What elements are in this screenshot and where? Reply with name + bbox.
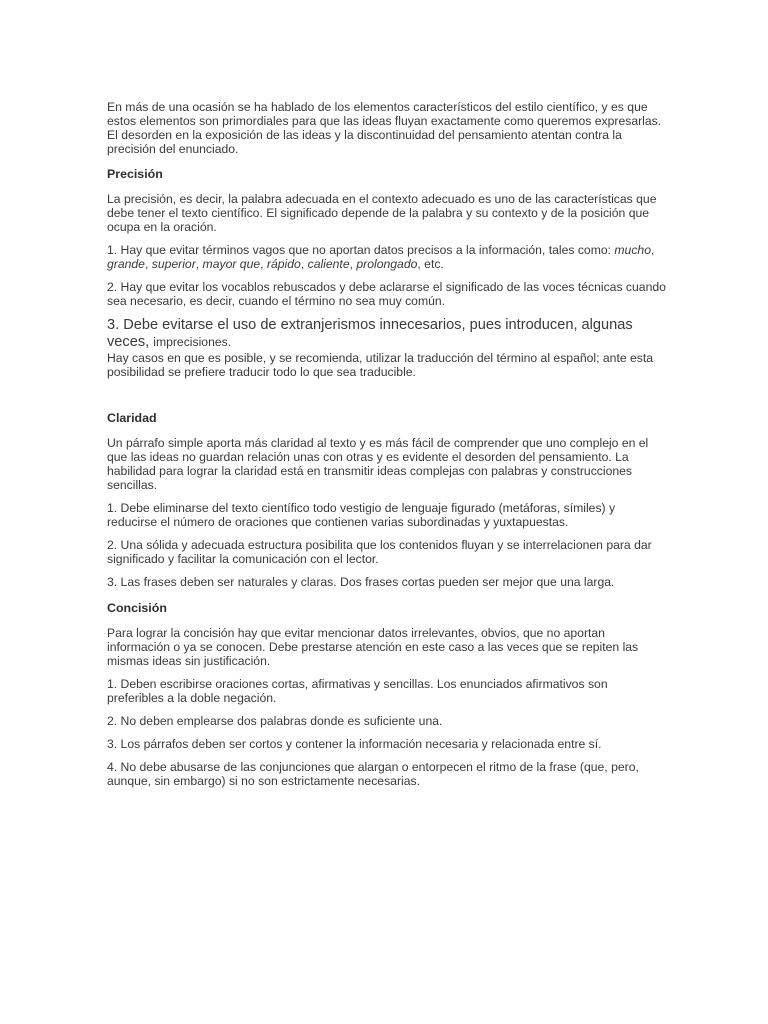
document-page (107, 100, 667, 797)
example-term: grande (107, 257, 145, 271)
claridad-item-2: 2. Una sólida y adecuada estructura posibilita que los contenidos fluyan y se interrelacionen para dar significado y facilitar la comunicación con el lector. (107, 538, 652, 566)
precision-item-1-suffix: , etc. (417, 257, 444, 271)
precision-item-3-large: 3. Debe evitarse el uso de extranjerismos innecesarios, pues introducen, algunas veces, (107, 317, 633, 350)
precision-item-3-small: imprecisiones. (153, 335, 232, 349)
intro-paragraph: En más de una ocasión se ha hablado de los elementos característicos del estilo científico, y es que estos elementos son primordiales para que las ideas fluyan exactamente como queremos expresarlas. El desorden en la exposición de las ideas y la discontinuidad del pensamiento atentan contra la precisión del enunciado. (107, 100, 662, 156)
example-term: rápido (266, 257, 301, 271)
concision-item-2: 2. No deben emplearse dos palabras donde es suficiente una. (107, 714, 443, 728)
claridad-item-3: 3. Las frases deben ser naturales y claras. Dos frases cortas pueden ser mejor que una larga. (107, 575, 615, 589)
example-term: caliente (307, 257, 350, 271)
concision-item-1: 1. Deben escribirse oraciones cortas, afirmativas y sencillas. Los enunciados afirmativos son preferibles a la doble negación. (107, 677, 608, 705)
example-term: prolongado (356, 257, 418, 271)
claridad-item-1: 1. Debe eliminarse del texto científico todo vestigio de lenguaje figurado (metáforas, símiles) y reducirse el número de oraciones que contienen varias subordinadas y yuxtapuestas. (107, 501, 616, 529)
heading-concision: Concisión (107, 601, 167, 615)
concision-item-4: 4. No debe abusarse de las conjunciones que alargan o entorpecen el ritmo de la frase (que, pero, aunque, sin embargo) si no son estrictamente necesarias. (107, 760, 639, 788)
example-term: mucho (614, 243, 651, 257)
precision-paragraph: La precisión, es decir, la palabra adecuada en el contexto adecuado es uno de las características que debe tener el texto científico. El significado depende de la palabra y su contexto y de la posición que ocupa en la oración. (107, 192, 657, 234)
example-term: superior (151, 257, 196, 271)
precision-item-2: 2. Hay que evitar los vocablos rebuscados y debe aclararse el significado de las voces técnicas cuando sea necesario, es decir, cuando el término no sea muy común. (107, 280, 666, 308)
concision-item-3: 3. Los párrafos deben ser cortos y contener la información necesaria y relacionada entre sí. (107, 737, 602, 751)
heading-claridad: Claridad (107, 411, 157, 425)
heading-precision: Precisión (107, 167, 163, 181)
claridad-paragraph: Un párrafo simple aporta más claridad al texto y es más fácil de comprender que uno complejo en el que las ideas no guardan relación unas con otras y es evidente el desorden del pensamiento. La habilidad para lograr la claridad está en transmitir ideas complejas con palabras y construcciones sencillas. (107, 436, 649, 492)
concision-paragraph: Para lograr la concisión hay que evitar mencionar datos irrelevantes, obvios, que no aportan información o ya se conocen. Debe prestarse atención en este caso a las veces que se repiten las mismas ideas sin justificación. (107, 626, 639, 668)
example-term: mayor que (202, 257, 261, 271)
precision-item-1-text: 1. Hay que evitar términos vagos que no aportan datos precisos a la información, tales como: (107, 243, 615, 257)
precision-item-3-continuation: Hay casos en que es posible, y se recomienda, utilizar la traducción del término al español; ante esta posibilidad se prefiere traducir todo lo que sea traducible. (107, 351, 654, 379)
precision-item-1: 1. Hay que evitar términos vagos que no aportan datos precisos a la información, tales como: mucho, grande, superior, mayor que, rápido, caliente, prolongado, etc. (107, 243, 655, 271)
precision-item-3 (107, 317, 667, 351)
